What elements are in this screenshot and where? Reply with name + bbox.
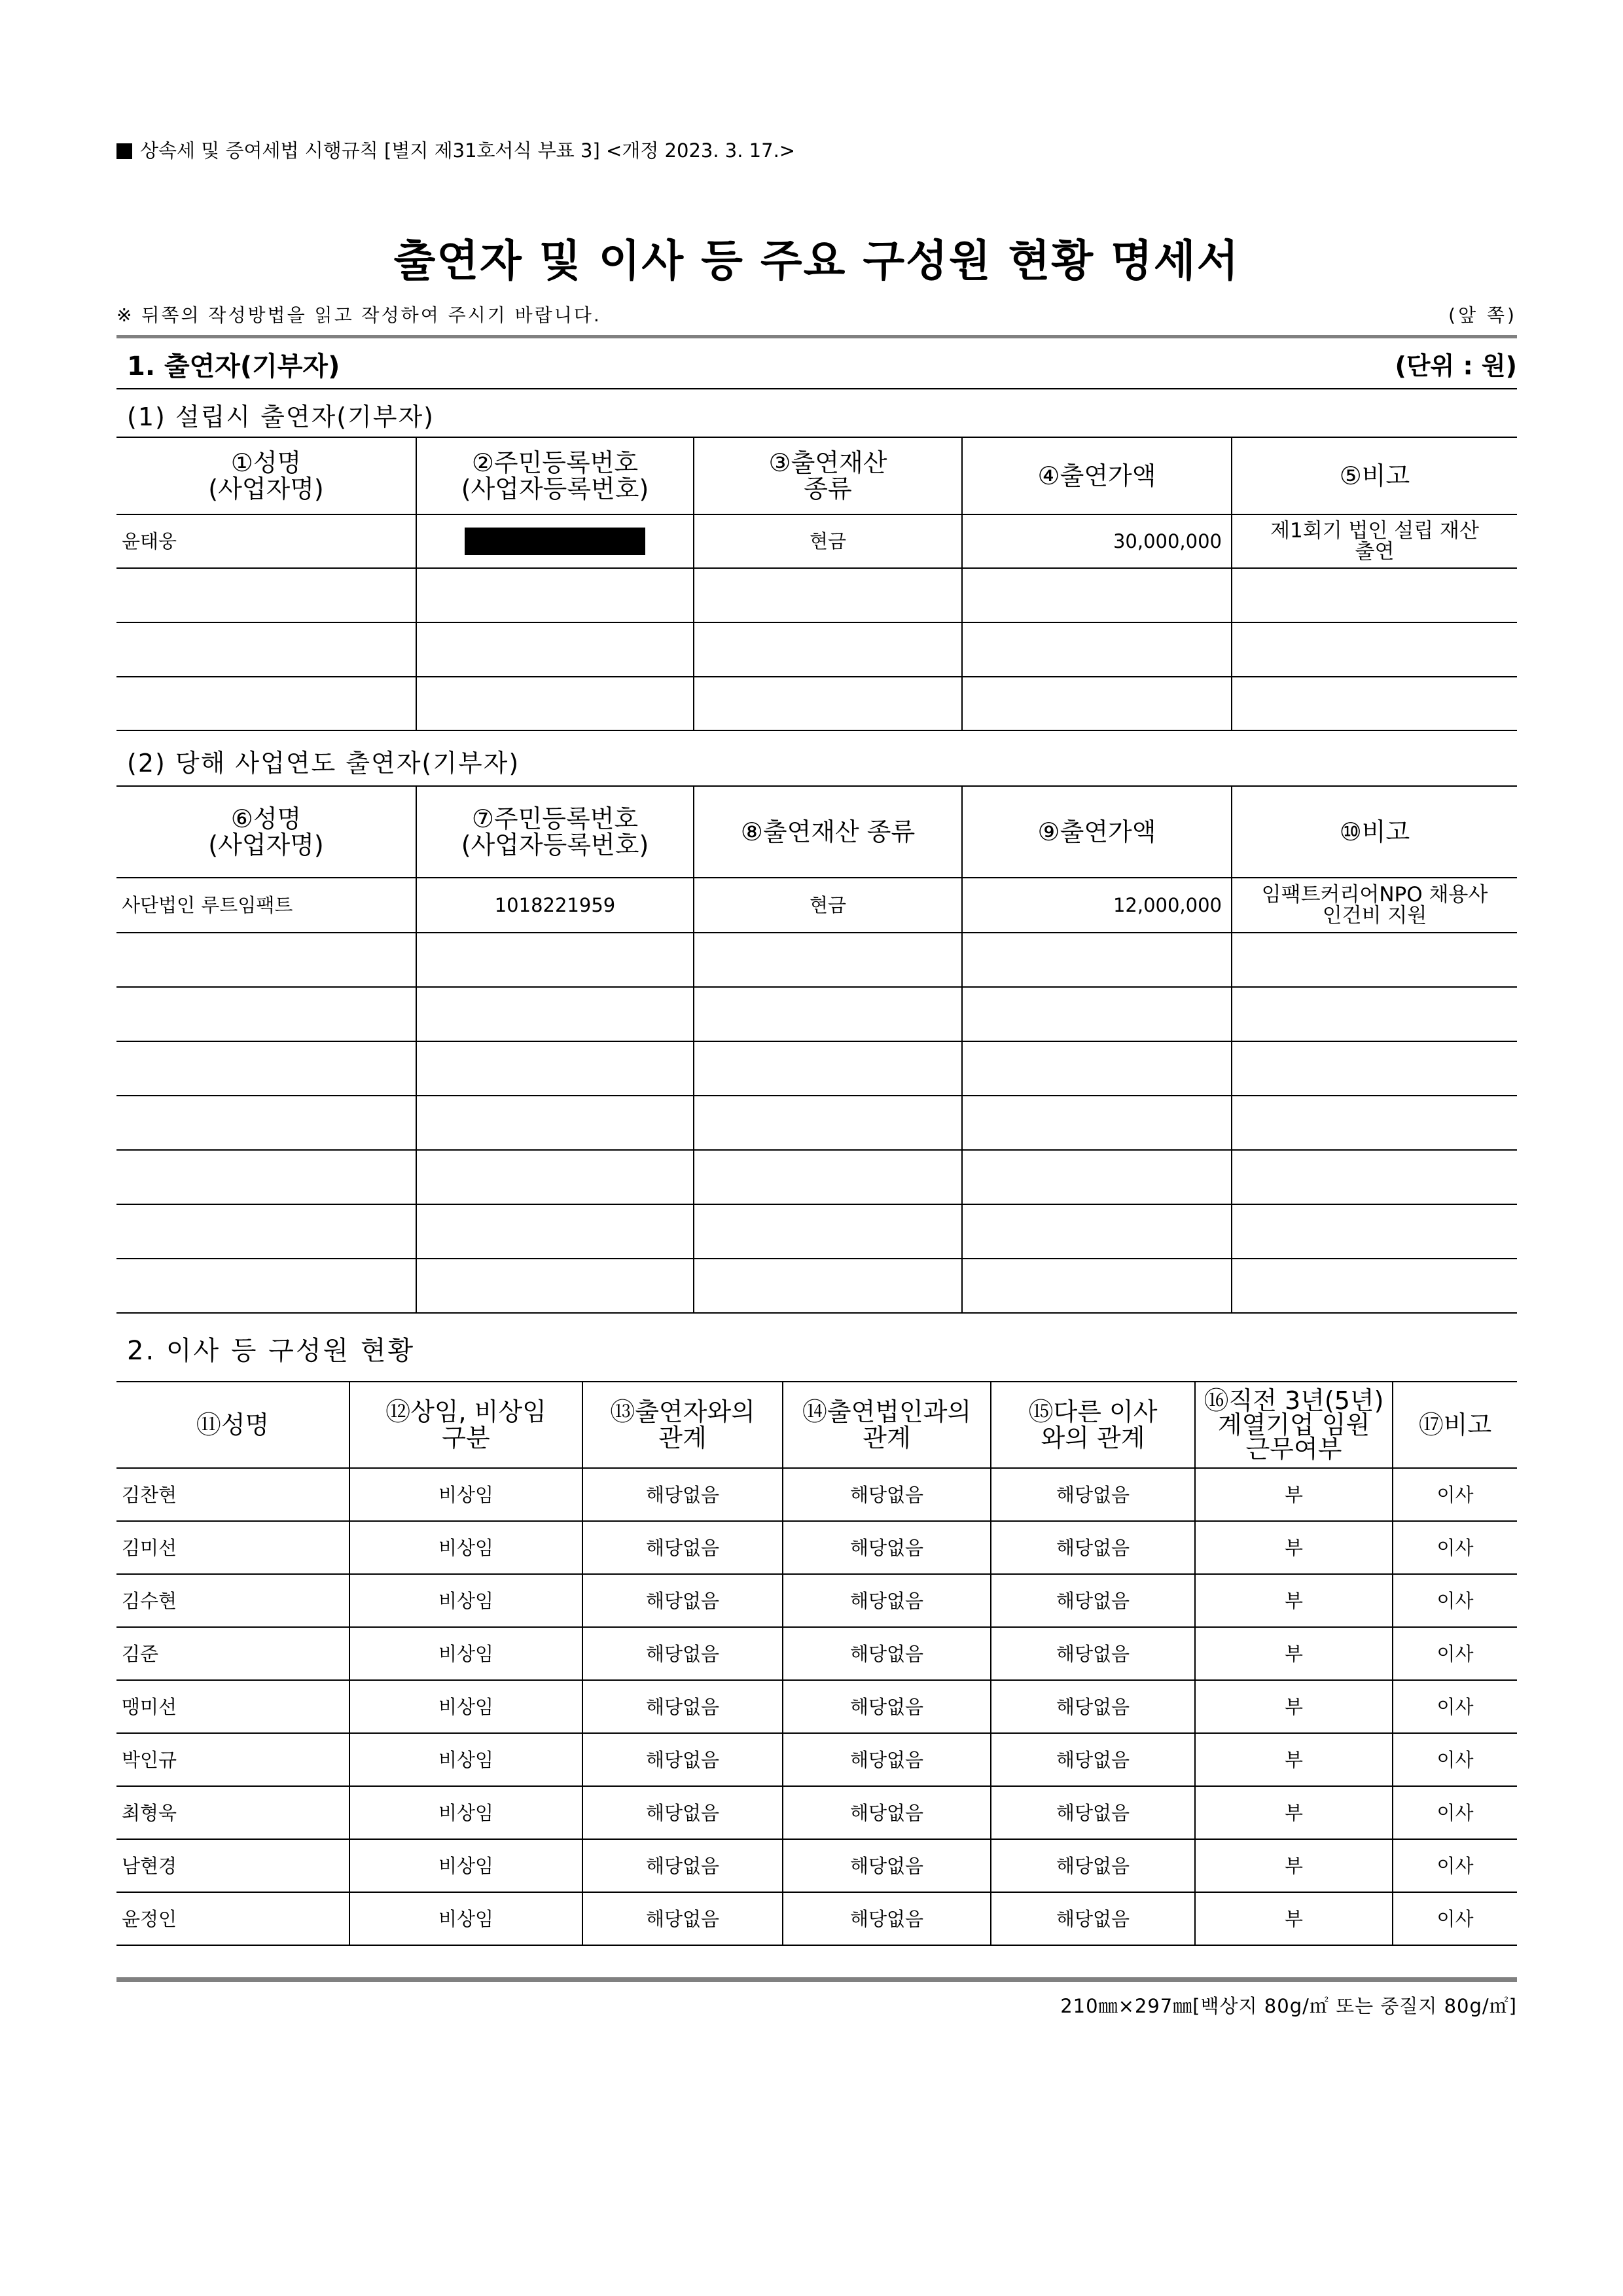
unit-label: (단위 : 원) (1395, 351, 1517, 380)
relation-corp-cell: 해당없음 (783, 1680, 991, 1733)
paper-spec-footer: 210㎜×297㎜[백상지 80g/㎡ 또는 중질지 80g/㎡] (1060, 1995, 1517, 2017)
header-id-number: ②주민등록번호 (사업자등록번호) (416, 437, 694, 514)
remark-cell: 이사 (1393, 1521, 1517, 1574)
table-row (116, 1468, 1517, 1521)
table-row (116, 987, 1517, 1041)
header-name: ⑪성명 (116, 1382, 349, 1468)
header-name: ⑥성명 (사업자명) (116, 786, 416, 878)
remark-cell: 이사 (1393, 1627, 1517, 1680)
amount-cell: 12,000,000 (962, 878, 1232, 933)
relation-other-cell: 해당없음 (991, 1627, 1195, 1680)
table-row (116, 622, 1517, 677)
fulltime-type-cell: 비상임 (349, 1786, 582, 1839)
table-row (116, 1680, 1517, 1733)
id-number-cell (416, 514, 694, 568)
board-members-body (116, 1468, 1517, 1945)
legal-reference: 상속세 및 증여세법 시행규칙 [별지 제31호서식 부표 3] <개정 2023. 3. 17.> (116, 136, 795, 163)
table-row (116, 1259, 1517, 1313)
remark-cell: 이사 (1393, 1786, 1517, 1839)
table-row (116, 1839, 1517, 1892)
affiliate-service-cell: 부 (1195, 1733, 1393, 1786)
section2-title: 2. 이사 등 구성원 현황 (127, 1336, 416, 1366)
relation-corp-cell: 해당없음 (783, 1839, 991, 1892)
affiliate-service-cell: 부 (1195, 1892, 1393, 1945)
header-remark: ⑤비고 (1232, 437, 1517, 514)
affiliate-service-cell: 부 (1195, 1786, 1393, 1839)
current-donors-table (116, 785, 1517, 1314)
member-name-cell: 최형욱 (116, 1786, 349, 1839)
table-row (116, 1150, 1517, 1204)
header-asset-type: ③출연재산 종류 (694, 437, 962, 514)
fulltime-type-cell: 비상임 (349, 1680, 582, 1733)
member-name-cell: 윤정인 (116, 1892, 349, 1945)
remark-cell: 제1회기 법인 설립 재산 출연 (1232, 514, 1517, 568)
table-row (116, 677, 1517, 730)
header-fulltime-type: ⑫상임, 비상임 구분 (349, 1382, 582, 1468)
affiliate-service-cell: 부 (1195, 1521, 1393, 1574)
table-row (116, 1786, 1517, 1839)
fulltime-type-cell: 비상임 (349, 1468, 582, 1521)
relation-other-cell: 해당없음 (991, 1574, 1195, 1627)
table-row (116, 1521, 1517, 1574)
header-amount: ④출연가액 (962, 437, 1232, 514)
remark-cell: 이사 (1393, 1680, 1517, 1733)
subsection2-title: (2) 당해 사업연도 출연자(기부자) (127, 749, 520, 778)
header-remark: ⑩비고 (1232, 786, 1517, 878)
relation-donor-cell: 해당없음 (582, 1892, 783, 1945)
table-row (116, 1627, 1517, 1680)
relation-donor-cell: 해당없음 (582, 1786, 783, 1839)
member-name-cell: 김준 (116, 1627, 349, 1680)
relation-donor-cell: 해당없음 (582, 1839, 783, 1892)
form-title: 출연자 및 이사 등 주요 구성원 현황 명세서 (393, 236, 1240, 286)
table-row (116, 1733, 1517, 1786)
table-header-row (116, 437, 1517, 514)
relation-donor-cell: 해당없음 (582, 1733, 783, 1786)
redaction-box (465, 528, 645, 555)
relation-corp-cell: 해당없음 (783, 1574, 991, 1627)
header-affiliate-service: ⑯직전 3년(5년) 계열기업 임원 근무여부 (1195, 1382, 1393, 1468)
section1-title: 1. 출연자(기부자) (127, 351, 340, 382)
table-row (116, 568, 1517, 622)
table-header-row (116, 786, 1517, 878)
relation-other-cell: 해당없음 (991, 1733, 1195, 1786)
asset-type-cell: 현금 (694, 514, 962, 568)
fulltime-type-cell: 비상임 (349, 1733, 582, 1786)
fulltime-type-cell: 비상임 (349, 1627, 582, 1680)
divider (116, 388, 1517, 389)
relation-donor-cell: 해당없음 (582, 1680, 783, 1733)
relation-corp-cell: 해당없음 (783, 1627, 991, 1680)
table-row (116, 1892, 1517, 1945)
page-side-label: (앞 쪽) (1448, 304, 1517, 326)
relation-donor-cell: 해당없음 (582, 1468, 783, 1521)
affiliate-service-cell: 부 (1195, 1627, 1393, 1680)
relation-corp-cell: 해당없음 (783, 1786, 991, 1839)
fulltime-type-cell: 비상임 (349, 1892, 582, 1945)
relation-corp-cell: 해당없음 (783, 1733, 991, 1786)
member-name-cell: 맹미선 (116, 1680, 349, 1733)
founding-donors-table (116, 437, 1517, 731)
header-relation-donor: ⑬출연자와의 관계 (582, 1382, 783, 1468)
instruction-note: ※ 뒤쪽의 작성방법을 읽고 작성하여 주시기 바랍니다. (116, 304, 601, 326)
relation-other-cell: 해당없음 (991, 1839, 1195, 1892)
relation-corp-cell: 해당없음 (783, 1521, 991, 1574)
square-bullet-icon (116, 143, 132, 159)
remark-cell: 이사 (1393, 1892, 1517, 1945)
relation-corp-cell: 해당없음 (783, 1892, 991, 1945)
section-divider (116, 335, 1517, 338)
member-name-cell: 남현경 (116, 1839, 349, 1892)
member-name-cell: 김미선 (116, 1521, 349, 1574)
asset-type-cell: 현금 (694, 878, 962, 933)
table-row (116, 1041, 1517, 1096)
affiliate-service-cell: 부 (1195, 1468, 1393, 1521)
member-name-cell: 김수현 (116, 1574, 349, 1627)
table-row (116, 1204, 1517, 1259)
header-name: ①성명 (사업자명) (116, 437, 416, 514)
member-name-cell: 김찬현 (116, 1468, 349, 1521)
board-members-table (116, 1381, 1517, 1946)
remark-cell: 임팩트커리어NPO 채용사 인건비 지원 (1232, 878, 1517, 933)
note-row (116, 301, 1517, 327)
relation-other-cell: 해당없음 (991, 1786, 1195, 1839)
relation-other-cell: 해당없음 (991, 1521, 1195, 1574)
subsection1-title: (1) 설립시 출연자(기부자) (127, 403, 435, 431)
table-row (116, 1096, 1517, 1150)
header-amount: ⑨출연가액 (962, 786, 1232, 878)
donor-name-cell: 윤태웅 (116, 514, 416, 568)
remark-cell: 이사 (1393, 1839, 1517, 1892)
fulltime-type-cell: 비상임 (349, 1574, 582, 1627)
remark-cell: 이사 (1393, 1733, 1517, 1786)
relation-corp-cell: 해당없음 (783, 1468, 991, 1521)
affiliate-service-cell: 부 (1195, 1680, 1393, 1733)
table-row (116, 933, 1517, 987)
affiliate-service-cell: 부 (1195, 1574, 1393, 1627)
bottom-divider (116, 1977, 1517, 1982)
relation-other-cell: 해당없음 (991, 1468, 1195, 1521)
affiliate-service-cell: 부 (1195, 1839, 1393, 1892)
donor-name-cell: 사단법인 루트임팩트 (116, 878, 416, 933)
relation-donor-cell: 해당없음 (582, 1627, 783, 1680)
table-header-row (116, 1382, 1517, 1468)
header-id-number: ⑦주민등록번호 (사업자등록번호) (416, 786, 694, 878)
fulltime-type-cell: 비상임 (349, 1839, 582, 1892)
header-relation-corp: ⑭출연법인과의 관계 (783, 1382, 991, 1468)
id-number-cell: 1018221959 (416, 878, 694, 933)
remark-cell: 이사 (1393, 1574, 1517, 1627)
relation-donor-cell: 해당없음 (582, 1574, 783, 1627)
table-row (116, 1574, 1517, 1627)
amount-cell: 30,000,000 (962, 514, 1232, 568)
remark-cell: 이사 (1393, 1468, 1517, 1521)
relation-other-cell: 해당없음 (991, 1892, 1195, 1945)
relation-donor-cell: 해당없음 (582, 1521, 783, 1574)
fulltime-type-cell: 비상임 (349, 1521, 582, 1574)
relation-other-cell: 해당없음 (991, 1680, 1195, 1733)
header-relation-other: ⑮다른 이사 와의 관계 (991, 1382, 1195, 1468)
header-asset-type: ⑧출연재산 종류 (694, 786, 962, 878)
table-row (116, 514, 1517, 568)
header-remark: ⑰비고 (1393, 1382, 1517, 1468)
member-name-cell: 박인규 (116, 1733, 349, 1786)
table-row (116, 878, 1517, 933)
